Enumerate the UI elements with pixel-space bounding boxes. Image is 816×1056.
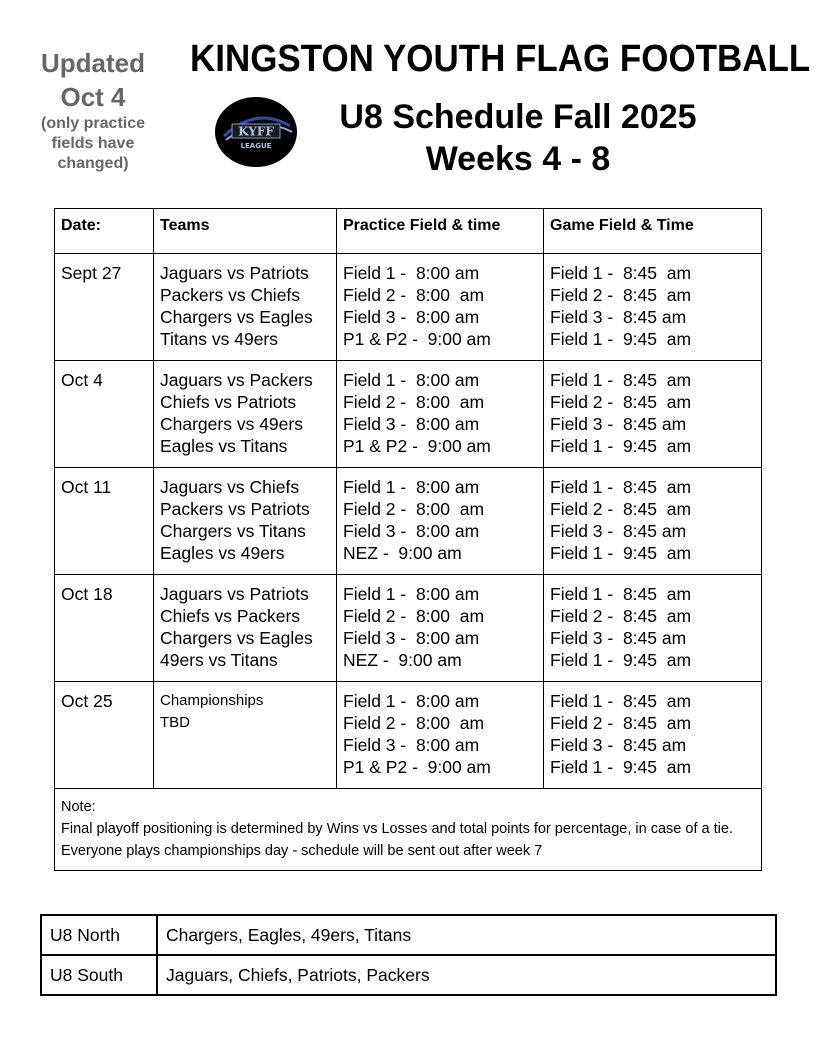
matchup: Chiefs vs Patriots bbox=[160, 392, 297, 412]
practice-slot: P1 & P2 - 9:00 am bbox=[343, 757, 491, 777]
matchup: Chargers vs Titans bbox=[160, 521, 306, 541]
game-slot: Field 1 - 9:45 am bbox=[550, 329, 692, 349]
practice-slot: Field 1 - 8:00 am bbox=[343, 370, 480, 390]
note-line: Note: bbox=[61, 799, 96, 815]
matchup: Jaguars vs Chiefs bbox=[160, 477, 300, 497]
game-slot: Field 2 - 8:45 am bbox=[550, 713, 692, 733]
matchup: Packers vs Patriots bbox=[160, 499, 310, 519]
practice-slot: Field 1 - 8:00 am bbox=[343, 477, 480, 497]
page-title: KINGSTON YOUTH FLAG FOOTBALL bbox=[190, 38, 811, 80]
matchup: Packers vs Chiefs bbox=[160, 285, 301, 305]
game-cell bbox=[544, 575, 762, 682]
date-cell: Oct 18 bbox=[55, 575, 154, 682]
practice-slot: Field 3 - 8:00 am bbox=[343, 307, 480, 327]
practice-slot: NEZ - 9:00 am bbox=[343, 543, 462, 563]
subtitle-line: Weeks 4 - 8 bbox=[425, 140, 611, 178]
column-header-practice: Practice Field & time bbox=[337, 209, 544, 254]
table-row bbox=[41, 955, 776, 995]
game-slot: Field 2 - 8:45 am bbox=[550, 392, 692, 412]
note-row bbox=[55, 789, 762, 871]
football-logo-icon bbox=[214, 96, 298, 168]
updated-notice bbox=[22, 46, 164, 174]
practice-cell bbox=[337, 254, 544, 361]
game-slot: Field 1 - 8:45 am bbox=[550, 691, 692, 711]
game-slot: Field 1 - 8:45 am bbox=[550, 477, 692, 497]
matchup: Jaguars vs Packers bbox=[160, 370, 313, 390]
practice-slot: Field 3 - 8:00 am bbox=[343, 414, 480, 434]
practice-slot: Field 1 - 8:00 am bbox=[343, 584, 480, 604]
game-cell bbox=[544, 254, 762, 361]
subtitle-line: U8 Schedule Fall 2025 bbox=[339, 98, 697, 136]
practice-slot: Field 2 - 8:00 am bbox=[343, 392, 485, 412]
game-slot: Field 3 - 8:45 am bbox=[550, 521, 687, 541]
game-slot: Field 2 - 8:45 am bbox=[550, 285, 692, 305]
practice-slot: Field 2 - 8:00 am bbox=[343, 713, 485, 733]
division-teams: Jaguars, Chiefs, Patriots, Packers bbox=[157, 955, 776, 995]
practice-slot: NEZ - 9:00 am bbox=[343, 650, 462, 670]
matchup: TBD bbox=[160, 714, 190, 731]
schedule-table bbox=[54, 208, 762, 871]
note-line: Final playoff positioning is determined by Wins vs Losses and total points for percentage, in case of a tie. bbox=[61, 821, 733, 837]
column-header-date: Date: bbox=[55, 209, 154, 254]
practice-slot: P1 & P2 - 9:00 am bbox=[343, 436, 491, 456]
logo-text: KYFF bbox=[238, 124, 274, 139]
date-cell: Oct 4 bbox=[55, 361, 154, 468]
updated-date: Oct 4 bbox=[60, 82, 126, 112]
matchup: Chargers vs Eagles bbox=[160, 307, 313, 327]
teams-cell bbox=[154, 682, 337, 789]
matchup: Chiefs vs Packers bbox=[160, 606, 301, 626]
logo-subtext: LEAGUE bbox=[240, 142, 272, 150]
practice-slot: Field 1 - 8:00 am bbox=[343, 691, 480, 711]
note-cell bbox=[55, 789, 762, 871]
game-slot: Field 3 - 8:45 am bbox=[550, 735, 687, 755]
table-row bbox=[55, 575, 762, 682]
table-header-row bbox=[55, 209, 762, 254]
schedule-subtitle bbox=[310, 96, 726, 180]
game-cell bbox=[544, 682, 762, 789]
updated-note-line: (only practice bbox=[40, 115, 146, 132]
divisions-table bbox=[40, 914, 777, 996]
teams-cell bbox=[154, 254, 337, 361]
game-cell bbox=[544, 361, 762, 468]
updated-note-line: fields have bbox=[51, 135, 135, 152]
practice-slot: Field 2 - 8:00 am bbox=[343, 606, 485, 626]
updated-label: Updated bbox=[41, 48, 145, 78]
game-slot: Field 3 - 8:45 am bbox=[550, 628, 687, 648]
date-cell: Oct 25 bbox=[55, 682, 154, 789]
division-teams: Chargers, Eagles, 49ers, Titans bbox=[157, 915, 776, 955]
practice-slot: Field 1 - 8:00 am bbox=[343, 263, 480, 283]
teams-cell bbox=[154, 361, 337, 468]
matchup: Chargers vs Eagles bbox=[160, 628, 313, 648]
matchup: Eagles vs Titans bbox=[160, 436, 288, 456]
table-row bbox=[41, 915, 776, 955]
practice-slot: Field 3 - 8:00 am bbox=[343, 521, 480, 541]
game-slot: Field 2 - 8:45 am bbox=[550, 499, 692, 519]
column-header-game: Game Field & Time bbox=[544, 209, 762, 254]
practice-slot: P1 & P2 - 9:00 am bbox=[343, 329, 491, 349]
matchup: Titans vs 49ers bbox=[160, 329, 279, 349]
note-line: Everyone plays championships day - schedule will be sent out after week 7 bbox=[61, 843, 543, 859]
league-logo bbox=[214, 96, 298, 168]
game-slot: Field 1 - 8:45 am bbox=[550, 584, 692, 604]
matchup: Jaguars vs Patriots bbox=[160, 263, 309, 283]
game-slot: Field 1 - 9:45 am bbox=[550, 436, 692, 456]
date-cell: Oct 11 bbox=[55, 468, 154, 575]
updated-note-line: changed) bbox=[57, 155, 129, 172]
practice-cell bbox=[337, 468, 544, 575]
practice-slot: Field 2 - 8:00 am bbox=[343, 499, 485, 519]
teams-cell bbox=[154, 575, 337, 682]
practice-slot: Field 3 - 8:00 am bbox=[343, 735, 480, 755]
game-slot: Field 3 - 8:45 am bbox=[550, 414, 687, 434]
division-label: U8 South bbox=[41, 955, 157, 995]
table-row bbox=[55, 468, 762, 575]
column-header-teams: Teams bbox=[154, 209, 337, 254]
game-slot: Field 2 - 8:45 am bbox=[550, 606, 692, 626]
practice-cell bbox=[337, 575, 544, 682]
practice-cell bbox=[337, 361, 544, 468]
matchup: Championships bbox=[160, 692, 264, 709]
practice-slot: Field 3 - 8:00 am bbox=[343, 628, 480, 648]
matchup: Eagles vs 49ers bbox=[160, 543, 285, 563]
game-cell bbox=[544, 468, 762, 575]
table-row bbox=[55, 682, 762, 789]
matchup: Jaguars vs Patriots bbox=[160, 584, 309, 604]
game-slot: Field 1 - 9:45 am bbox=[550, 543, 692, 563]
game-slot: Field 1 - 9:45 am bbox=[550, 757, 692, 777]
game-slot: Field 1 - 9:45 am bbox=[550, 650, 692, 670]
matchup: 49ers vs Titans bbox=[160, 650, 278, 670]
game-slot: Field 1 - 8:45 am bbox=[550, 263, 692, 283]
division-label: U8 North bbox=[41, 915, 157, 955]
game-slot: Field 3 - 8:45 am bbox=[550, 307, 687, 327]
game-slot: Field 1 - 8:45 am bbox=[550, 370, 692, 390]
practice-slot: Field 2 - 8:00 am bbox=[343, 285, 485, 305]
practice-cell bbox=[337, 682, 544, 789]
table-row bbox=[55, 254, 762, 361]
table-row bbox=[55, 361, 762, 468]
teams-cell bbox=[154, 468, 337, 575]
matchup: Chargers vs 49ers bbox=[160, 414, 303, 434]
date-cell: Sept 27 bbox=[55, 254, 154, 361]
